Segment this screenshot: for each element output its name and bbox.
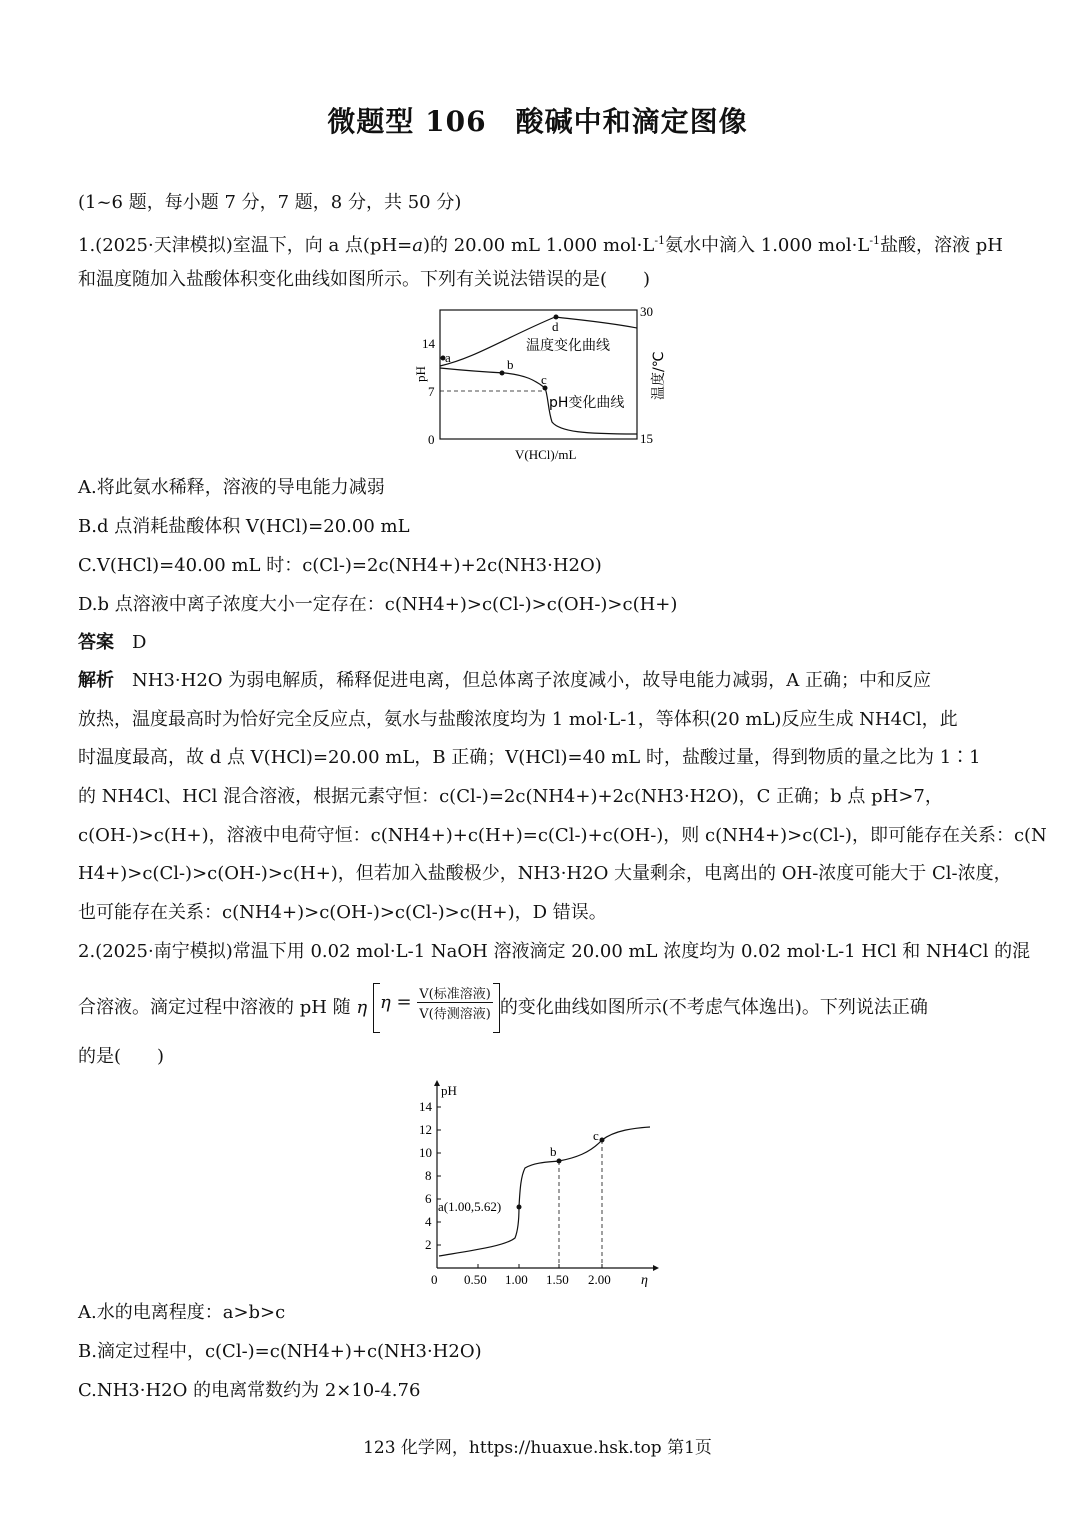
q1-right-tick-15: 15 (640, 431, 653, 446)
q2-ytick-8: 8 (425, 1168, 432, 1183)
q1-stem-line1: 1.(2025·天津模拟)室温下，向 a 点(pH=a)的 20.00 mL 1.000 $mol\cdot L^{-1}$氨水中滴入 1.000 $mol\cdot L^{-1}$盐酸，溶液 pH (78, 234, 1004, 256)
q2-ytick-14: 14 (419, 1099, 432, 1114)
q1-x-axis-label: V(HCl)/mL (515, 447, 577, 462)
q1-answer-value: D (132, 632, 147, 653)
q1-option-b: B.d 点消耗盐酸体积 V(HCl)=20.00 mL (78, 516, 410, 537)
q1-option-d: D.b 点溶液中离子浓度大小一定存在：c(NH4+)>c(Cl-)>c(OH-)>c(H+) (78, 594, 678, 615)
intro-text: (1~6 题，每小题 7 分，7 题，8 分，共 50 分) (78, 192, 462, 213)
eta-fraction: $\frac{\text{V(标准溶液)}}{\text{V(待测溶液)}}$ (417, 983, 493, 1022)
q2-xtick-150: 1.50 (546, 1272, 569, 1287)
q2-stem-line1: 2.(2025·南宁模拟)常温下用 0.02 mol·L-1 NaOH 溶液滴定 20.00 mL 浓度均为 0.02 mol·L-1 HCl 和 NH4Cl 的混 (78, 941, 1031, 962)
q1-analysis-line2: 放热，温度最高时为恰好完全反应点，氨水与盐酸浓度均为 1 mol·L-1，等体积(20 mL)反应生成 NH4Cl，此 (78, 709, 958, 730)
q1-point-d: d (552, 319, 559, 334)
q1-ph-curve-label: pH变化曲线 (549, 395, 625, 411)
q2-ytick-6: 6 (425, 1191, 432, 1206)
q2-xtick-200: 2.00 (588, 1272, 611, 1287)
q2-point-a: a(1.00,5.62) (438, 1199, 502, 1214)
q1-answer-label: 答案 (78, 632, 114, 653)
q2-point-c: c (593, 1128, 599, 1143)
q2-option-c: C.NH3·H2O 的电离常数约为 2×10-4.76 (78, 1380, 421, 1401)
q2-xtick-050: 0.50 (464, 1272, 487, 1287)
q1-analysis-line5: c(OH-)>c(H+)，溶液中电荷守恒：c(NH4+)+c(H+)=c(Cl-)+c(OH-)，则 c(NH4+)>c(Cl-)，即可能存在关系：c(N (78, 825, 1047, 846)
q1-right-axis-label: 温度/℃ (651, 351, 667, 400)
q2-stem-line3: 的是( ) (78, 1046, 165, 1067)
q1-analysis-line4: 的 NH4Cl、HCl 混合溶液，根据元素守恒：c(Cl-)=2c(NH4+)+2c(NH3·H2O)，C 正确；b 点 pH>7， (78, 786, 943, 807)
q1-point-c: c (541, 372, 547, 387)
q2-y-axis-label: pH (441, 1083, 457, 1098)
q1-analysis-line1: 解析 NH3·H2O 为弱电解质，稀释促进电离，但总体离子浓度减小，故导电能力减弱，A 正确；中和反应 (78, 670, 931, 691)
q1-answer (78, 631, 997, 655)
q1-analysis-line6: H4+)>c(Cl-)>c(OH-)>c(H+)，但若加入盐酸极少，NH3·H2O 大量剩余，电离出的 OH-浓度可能大于 Cl-浓度， (78, 863, 1012, 884)
q1-left-tick-0: 0 (428, 432, 435, 447)
q1-analysis-line7: 也可能存在关系：c(NH4+)>c(OH-)>c(Cl-)>c(H+)，D 错误。 (78, 902, 607, 923)
q1-option-c: C.V(HCl)=40.00 mL 时：c(Cl-)=2c(NH4+)+2c(NH3·H2O) (78, 555, 602, 576)
q1-left-tick-7: 7 (428, 384, 435, 399)
q1-option-a: A.将此氨水稀释，溶液的导电能力减弱 (78, 477, 385, 498)
q1-point-b: b (507, 357, 514, 372)
q2-xtick-0: 0 (431, 1272, 438, 1287)
page-footer: 123 化学网，https://huaxue.hsk.top 第1页 (363, 1438, 712, 1458)
q2-xtick-100: 1.00 (505, 1272, 528, 1287)
q1-temp-curve-label: 温度变化曲线 (526, 338, 610, 354)
q2-stem-line2: 合溶液。滴定过程中溶液的 pH 随 η η = $\frac{\text{V(标准溶液)}}{\text{V(待测溶液)}}$ 的变化曲线如图所示(不考虑气体逸出)。下列说法正确 (78, 983, 997, 1033)
q2-x-axis-label: η (641, 1273, 648, 1288)
q2-ytick-10: 10 (419, 1145, 432, 1160)
q1-stem-line2: 和温度随加入盐酸体积变化曲线如图所示。下列有关说法错误的是( ) (78, 269, 651, 290)
q2-point-b: b (550, 1144, 557, 1159)
q2-ytick-2: 2 (425, 1237, 432, 1252)
eta-definition: η = $\frac{\text{V(标准溶液)}}{\text{V(待测溶液)}}$ (373, 983, 500, 1033)
q1-left-tick-14: 14 (422, 336, 435, 351)
q1-point-a: a (445, 350, 451, 365)
page-title: 微题型 106 酸碱中和滴定图像 (327, 105, 748, 138)
q1-analysis-label: 解析 (78, 670, 114, 691)
q2-option-a: A.水的电离程度：a>b>c (78, 1302, 286, 1323)
q1-figure (405, 300, 685, 465)
q1-left-axis-label: pH (413, 366, 428, 382)
q2-ytick-4: 4 (425, 1214, 432, 1229)
q2-ytick-12: 12 (419, 1122, 432, 1137)
q1-analysis-line3: 时温度最高，故 d 点 V(HCl)=20.00 mL，B 正确；V(HCl)=40 mL 时，盐酸过量，得到物质的量之比为 1∶1 (78, 747, 981, 768)
q2-option-b: B.滴定过程中，c(Cl-)=c(NH4+)+c(NH3·H2O) (78, 1341, 482, 1362)
q2-figure (405, 1078, 675, 1293)
q1-right-tick-30: 30 (640, 304, 653, 319)
